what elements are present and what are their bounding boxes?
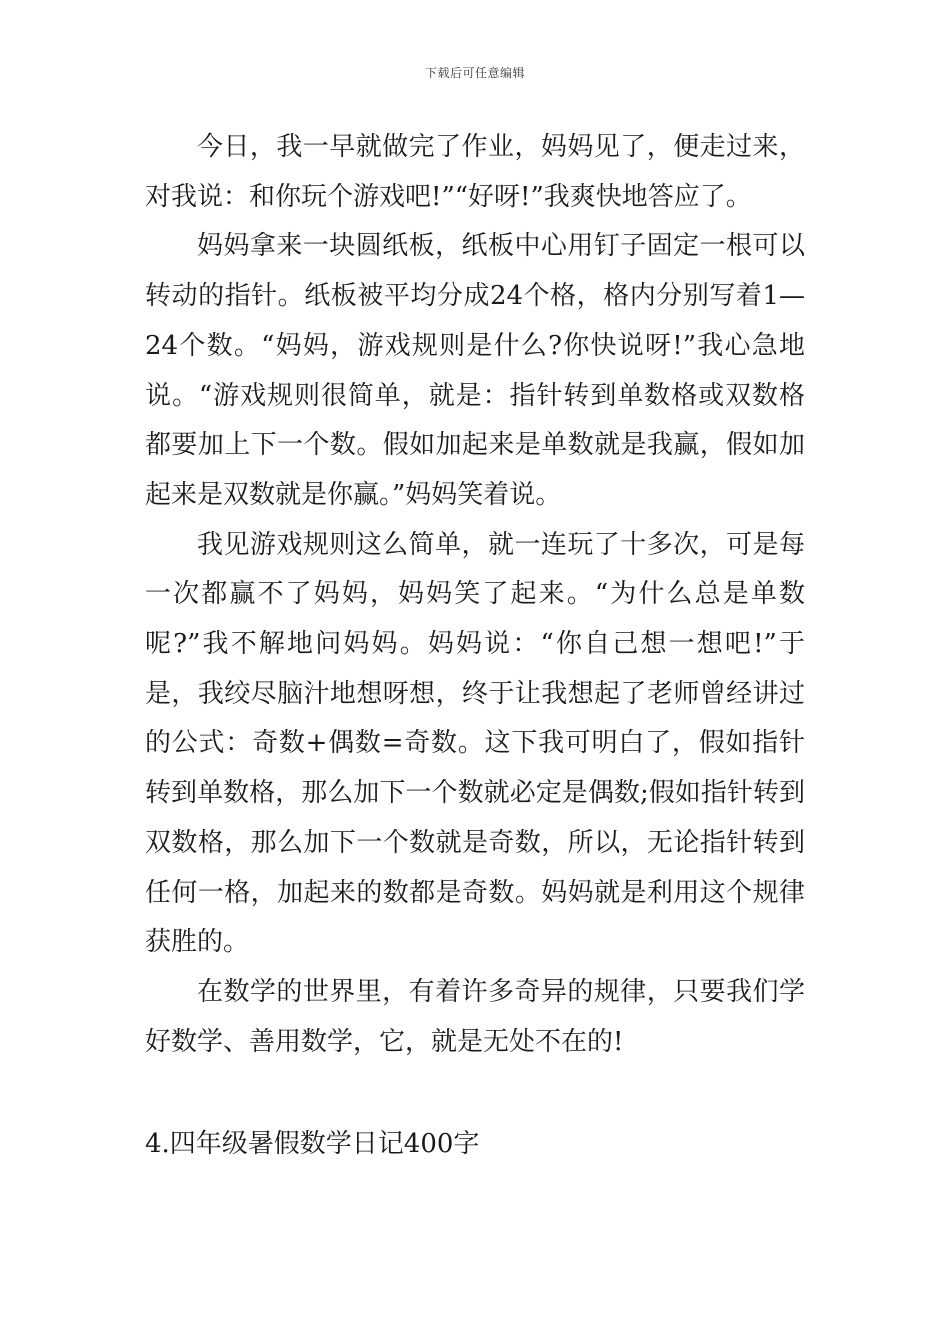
section-heading: 4.四年级暑假数学日记400字 <box>145 1129 480 1159</box>
paragraph-3: 我见游戏规则这么简单，就一连玩了十多次，可是每一次都赢不了妈妈，妈妈笑了起来。“为什么总是单数呢?”我不解地问妈妈。妈妈说：“你自己想一想吧!”于是，我绞尽脑汁地想呀想，终于让我想起了老师曾经讲过的公式：奇数+偶数=奇数。这下我可明白了，假如指针转到单数格，那么加下一个数就必定是偶数;假如指针转到双数格，那么加下一个数就是奇数，所以，无论指针转到任何一格，加起来的数都是奇数。妈妈就是利用这个规律获胜的。 <box>145 529 805 958</box>
paragraph-1: 今日，我一早就做完了作业，妈妈见了，便走过来，对我说：和你玩个游戏吧!”“好呀!”我爽快地答应了。 <box>145 132 805 212</box>
paragraph-4: 在数学的世界里，有着许多奇异的规律，只要我们学好数学、善用数学，它，就是无处不在的! <box>145 976 805 1057</box>
page-header: 下载后可任意编辑 <box>424 66 525 80</box>
paragraph-2: 妈妈拿来一块圆纸板，纸板中心用钉子固定一根可以转动的指针。纸板被平均分成24个格，格内分别写着1—24个数。“妈妈，游戏规则是什么?你快说呀!”我心急地说。“游戏规则很简单，就是：指针转到单数格或双数格都要加上下一个数。假如加起来是单数就是我赢，假如加起来是双数就是你赢。”妈妈笑着说。 <box>145 231 805 510</box>
document-body <box>145 123 805 1067</box>
